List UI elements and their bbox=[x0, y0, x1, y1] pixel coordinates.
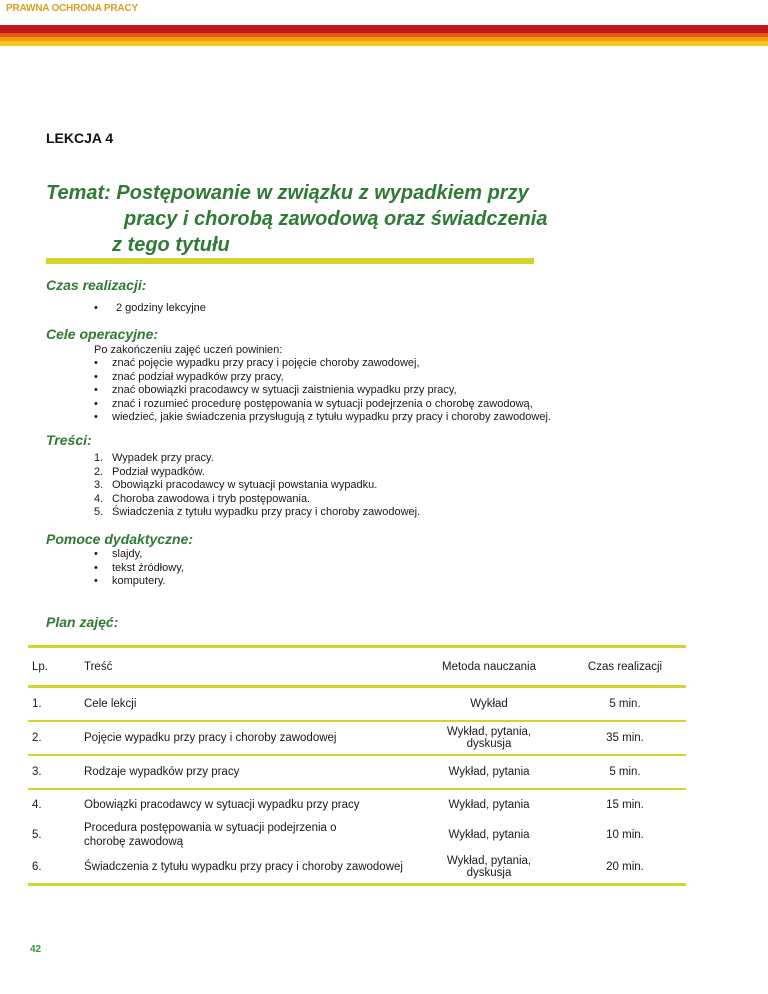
column-header-czas: Czas realizacji bbox=[587, 660, 663, 673]
lesson-label: LEKCJA 4 bbox=[46, 130, 114, 146]
table-row: 5. Procedura postępowania w sytuacji podejrzenia o chorobę zawodową Wykład, pytania 10 min. bbox=[32, 822, 644, 848]
table-row: 3. Rodzaje wypadków przy pracy Wykład, pytania 5 min. bbox=[28, 755, 686, 789]
topic-line-3: z tego tytułu bbox=[112, 234, 230, 256]
header-stripe-yellow bbox=[0, 41, 768, 46]
table-row: 6. Świadczenia z tytułu wypadku przy pracy i choroby zawodowej Wykład, pytania, dyskusja 20 min. bbox=[32, 854, 644, 879]
topic-heading bbox=[46, 180, 547, 258]
list-item: 2. Podział wypadków. bbox=[94, 465, 205, 478]
table-header-row bbox=[28, 647, 686, 687]
table-row: 4. Obowiązki pracodawcy w sytuacji wypadku przy pracy Wykład, pytania 15 min. bbox=[28, 789, 686, 820]
plan-table bbox=[28, 645, 686, 886]
content-heading: Treści: bbox=[46, 432, 92, 448]
list-item: • znać obowiązki pracodawcy w sytuacji zaistnienia wypadku przy pracy, bbox=[94, 384, 551, 398]
list-item: • slajdy, bbox=[94, 548, 184, 562]
plan-heading: Plan zajęć: bbox=[46, 614, 119, 630]
goals-heading: Cele operacyjne: bbox=[46, 326, 159, 342]
aids-list bbox=[94, 548, 184, 589]
column-header-tresc: Treść bbox=[84, 660, 113, 673]
goals-list bbox=[94, 357, 551, 425]
running-header: PRAWNA OCHRONA PRACY bbox=[6, 3, 138, 14]
page-number: 42 bbox=[30, 944, 42, 955]
column-header-metoda: Metoda nauczania bbox=[442, 660, 536, 673]
list-item: • wiedzieć, jakie świadczenia przysługują z tytułu wypadku przy pracy i choroby zawodowej. bbox=[94, 411, 551, 425]
list-item: • znać podział wypadków przy pracy, bbox=[94, 371, 551, 385]
column-header-lp: Lp. bbox=[32, 660, 48, 673]
list-item: 5. Świadczenia z tytułu wypadku przy pracy i choroby zawodowej. bbox=[94, 506, 421, 518]
content-list bbox=[94, 452, 420, 520]
list-item: • znać pojęcie wypadku przy pracy i pojęcie choroby zawodowej, bbox=[94, 357, 551, 371]
table-row: 1. Cele lekcji Wykład 5 min. bbox=[28, 687, 686, 721]
topic-line-2: pracy i chorobą zawodową oraz świadczenia bbox=[124, 208, 548, 230]
list-item: • 2 godziny lekcyjne bbox=[94, 302, 206, 316]
list-item: • znać i rozumieć procedurę postępowania w sytuacji podejrzenia o chorobę zawodową, bbox=[94, 398, 551, 412]
header-stripe-red bbox=[0, 25, 768, 33]
goals-intro: Po zakończeniu zajęć uczeń powinien: bbox=[94, 344, 283, 356]
list-item: 3. Obowiązki pracodawcy w sytuacji powstania wypadku. bbox=[94, 479, 378, 491]
time-heading: Czas realizacji: bbox=[46, 277, 147, 293]
list-item: • tekst źródłowy, bbox=[94, 562, 184, 576]
table-row: 2. Pojęcie wypadku przy pracy i choroby zawodowej Wykład, pytania, dyskusja 35 min. bbox=[28, 721, 686, 755]
list-item: • komputery. bbox=[94, 575, 184, 589]
aids-heading: Pomoce dydaktyczne: bbox=[46, 531, 194, 547]
time-list bbox=[94, 302, 206, 316]
topic-underline bbox=[46, 258, 534, 264]
list-item: 1. Wypadek przy pracy. bbox=[94, 452, 214, 464]
topic-line-1: Temat: Postępowanie w związku z wypadkiem przy bbox=[46, 182, 529, 204]
list-item: 4. Choroba zawodowa i tryb postępowania. bbox=[94, 492, 311, 505]
